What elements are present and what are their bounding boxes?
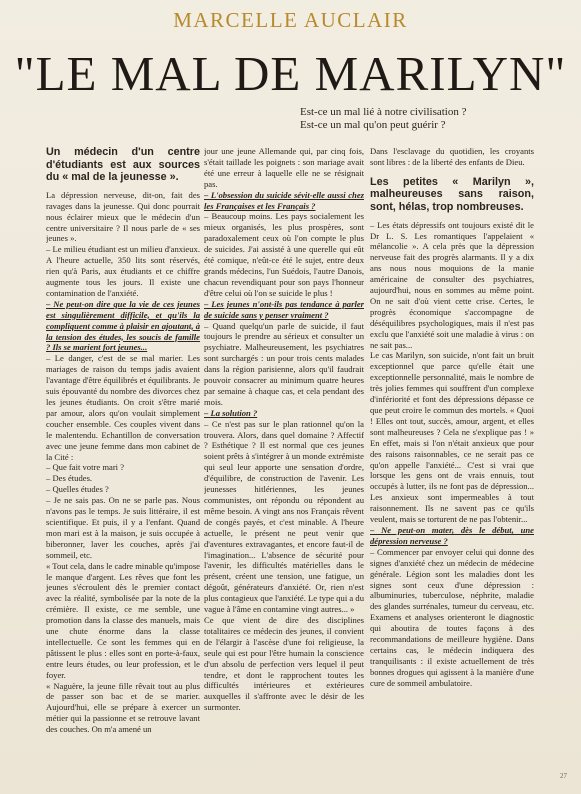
paragraph: – Quand quelqu'un parle de suicide, il faut toujours le prendre au sérieux et consulter un psychiatre. Malheureusement, les psychiatres sont surchargés : un pour trois cents malades dans la région parisienne, alors qu'il faudrait pouvoir consacrer au minimum quatre heures par semaine à chaque cas, et cela pendant des mois. [204,320,364,407]
paragraph: Le cas Marilyn, son suicide, n'ont fait un bruit exceptionnel que parce qu'elle était une exceptionnelle personnalité, mais le nombre de très jolies femmes qui souffrent d'un complexe d'infériorité et font des dépressions dépasse ce que peut croire le commun des mortels. « Quoi ! Elles ont tout, succès, amour, argent, et elles sont malheureuses ? Cela ne s'explique pas ! » En effet, mais si l'on n'était anxieux que pour des raisons raisonnables, ce ne serait pas ce qu'on appelle l'anxiété... C'est si vrai que lorsque les gens ont de vrais ennuis, tout occupés à lutter, ils ne font pas de dépression... Les anxieux sont impermeables à tout raisonnement. Ils ne savent pas ce qu'ils veulent, mais se torturent de ne pas l'obtenir... [370,350,534,525]
paragraph: « Naguère, la jeune fille rêvait tout au plus de passer son bac et de se marier. Aujourd'hui, elle se prépare à exercer un métier qui la passionne et se retrouve lavant des couches. On m'a amené un [46,680,200,735]
paragraph: – Beaucoup moins. Les pays socialement les mieux organisés, les plus prospères, sont paradoxalement ceux où l'on compte le plus de suicides. J'ai assisté à une querelle qui eût été comique, n'eût-ce été le sujet, entre deux grands médecins, l'un Suédois, l'autre Danois, chacun revendiquant pour son pays l'honneur d'être celui où l'on se suicide le plus ! [204,211,364,298]
article-title: "LE MAL DE MARILYN" [14,46,567,101]
paragraph: – Je ne sais pas. On ne se parle pas. Nous n'avons pas le temps. Je suis littéraire, il est scientifique. Et puis, il y a l'enfant. Quand mon mari est à la maison, je suis occupée à biberonner, laver les couches, après j'ai sommeil, etc. [46,495,200,560]
paragraph: La dépression nerveuse, dit-on, fait des ravages dans la jeunesse. Qui donc pourrait nous éclairer mieux que le médecin d'un centre universitaire ? Il nous parle de « ses jeunes ». [46,189,200,244]
paragraph: Ce que vient de dire des disciplines totalitaires ce médecin des jeunes, il convient de l'élargir à l'ascèse d'une foi religieuse, la seule qui est pour l'être humain la conscience d'un absolu de perfection vers lequel il peut tendre, et dont le rapprochent toutes les difficultés intérieures et extérieures auxquelles il s'affronte avec le désir de les surmonter. [204,614,364,713]
column-1 [46,146,200,776]
column-3 [370,146,534,776]
interview-question: – La solution ? [204,407,258,418]
column-3-lead: Les petites « Marilyn », malheureuses sans raison, sont, hélas, trop nombreuses. [370,175,534,213]
interview-question: – Ne peut-on mater, dès le début, une dépression nerveuse ? [370,524,534,546]
page-number: 27 [560,772,567,780]
paragraph: – Le danger, c'est de se mal marier. Les mariages de raison du temps jadis avaient l'avantage d'être équilibrés et équilibrants. Je suis épouvanté du nombre des divorces chez les jeunes étudiants. On croit s'être marié par amour, alors qu'on voulait simplement coucher ensemble. Ces couples vivent dans le malentendu. Echantillon de conversation avec une jeune femme dans mon cabinet de la Cité : [46,353,200,462]
column-2 [204,146,364,776]
paragraph: – Des études. [46,473,93,484]
paragraph: – Les états dépressifs ont toujours existé dit le Dr L. S. Les romantiques l'appelaient « mélancolie ». A cela près que la dépression nerveuse fait des progrès alarmants. Il y a dix ans nous nous moquions de la manie américaine de consulter des psychiatres, aujourd'hui, nous en sommes au même point. On ne sait d'où vient cette crise. Certes, le progrès économique s'accompagne de déséquilibres psychologiques, mais il n'est pas exclu que l'anxiété soit une maladie à virus : on ne sait pas... [370,219,534,350]
interview-question: – L'obsession du suicide sévit-elle aussi chez les Françaises et les Français ? [204,189,364,211]
paragraph: – Que fait votre mari ? [46,462,125,473]
interview-question: – Les jeunes n'ont-ils pas tendance à parler de suicide sans y penser vraiment ? [204,298,364,320]
paragraph: – Commencer par envoyer celui qui donne des signes d'anxiété chez un médecin de médecine générale. Légion sont les maladies dont les signes sont ceux d'une dépression : albuminuries, tuberculose, néphrite, maladie des glandes surrénales, tumeur du cerveau, etc. Examens et analyses orienteront le diagnostic qui aboutira de toutes façons à des recommandations de meilleure hygiène. Dans certains cas, le médecin indiquera des tranquilisants : il existe actuellement de très bonnes drogues qui agissent à la manière d'une cure de sommeil ambulatoire. [370,546,534,688]
subtitle-line-1: Est-ce un mal lié à notre civilisation ? [300,106,467,118]
column-1-lead: Un médecin d'un centre d'étudiants est aux sources du « mal de la jeunesse ». [46,146,200,184]
subtitle-line-2: Est-ce un mal qu'on peut guérir ? [300,119,446,131]
paragraph: Dans l'esclavage du quotidien, les croyants sont libres : de la liberté des enfants de Dieu. [370,146,534,167]
paragraph: jour une jeune Allemande qui, par cinq fois, s'était taillade les poignets : son mariage avait été une erreur à laquelle elle ne se résignait pas. [204,146,364,189]
interview-question: – Ne peut-on dire que la vie de ces jeunes est singulièrement difficile, et qu'ils la compliquent comme à plaisir en ajoutant, à la tension des études, les soucis de famille ? Ils se marient fort jeunes... [46,298,200,353]
author-name: MARCELLE AUCLAIR [173,8,408,32]
paragraph: – Le milieu étudiant est un milieu d'anxieux. A l'heure actuelle, 350 lits sont réservés, rien qu'à Paris, aux étudiants et ce chiffre augmente tous les jours. Il existe une contamination de l'anxiété. [46,244,200,298]
paragraph: « Tout cela, dans le cadre minable qu'impose le manque d'argent. Les rêves que font les jeunes s'écroulent dès le premier contact avec la réalité, symbolisée par la note de la crémière. Il existe, ce me semble, une promotion dans la classe des manuels, mais une chute énorme dans la classe intellectuelle. Ce sont les femmes qui en pâtissent le plus : elles sont en porte-à-faux, entre leurs études, ou leur profession, et le foyer. [46,560,200,680]
paragraph: – Ce n'est pas sur le plan rationnel qu'on la trouvera. Alors, dans quel domaine ? Affectif ? Esthétique ? Il est normal que ces jeunes soient prêts à s'intégrer à un monde extrémiste qui seul leur apporte une sensation d'ordre, d'équilibre, de construction de l'avenir. Les jeunesses hitlériennes, les jeunes communistes, ont répondu ou répondent au même besoin. A vingt ans nos Français rêvent de congés payés, et c'est minable. A l'heure actuelle, le présent ne peut venir que d'aventures extravagantes, et encore faut-il de l'imagination... L'absence de sécurité pour l'avenir, les difficultés matérielles dans le présent, créent une tension, une fatigue, un dégoût, générateurs d'anxiété. Or, rien n'est plus contagieux que l'anxiété. Le type qui a du vague à l'âme en contamine vingt autres... » [204,418,364,615]
article-subtitle [300,106,570,132]
paragraph: – Quelles études ? [46,484,109,495]
